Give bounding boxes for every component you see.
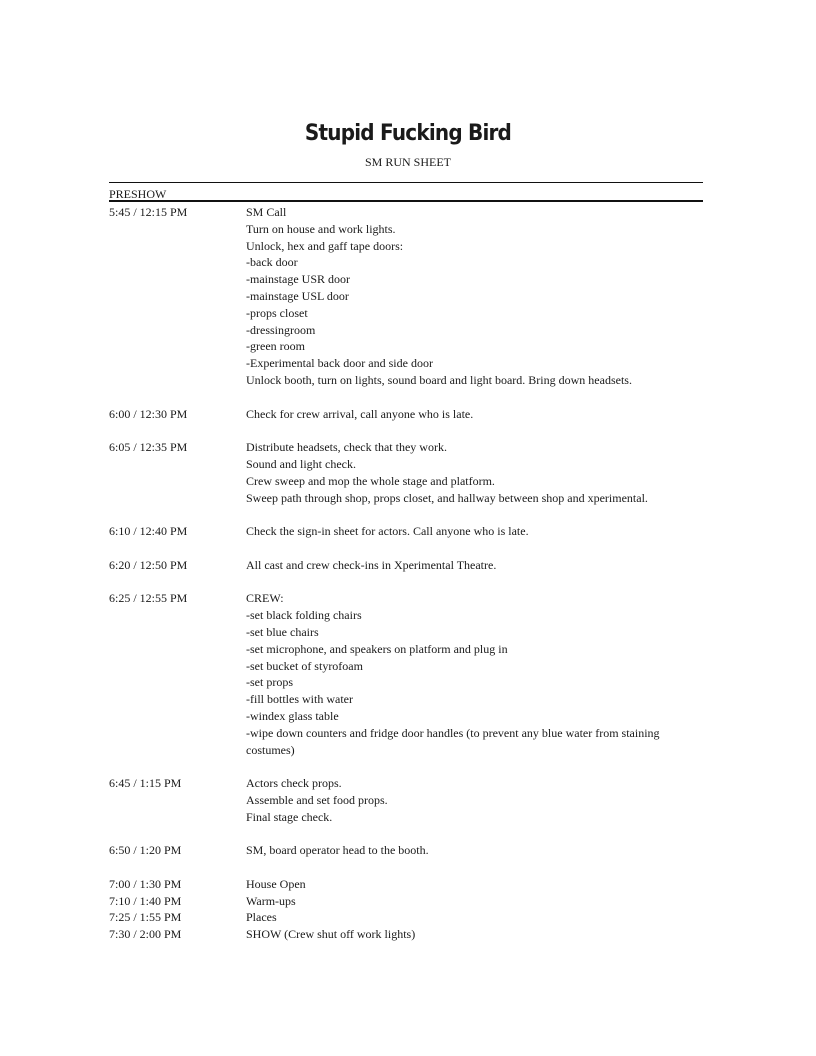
schedule-row [109, 876, 703, 893]
task-line: SHOW (Crew shut off work lights) [246, 927, 416, 942]
task-line: All cast and crew check-ins in Xperimental Theatre. [246, 557, 497, 572]
task-line: Unlock, hex and gaff tape doors: [246, 238, 404, 253]
schedule-tasks [246, 204, 703, 389]
schedule-row [109, 590, 703, 758]
schedule-time: 6:25 / 12:55 PM [109, 591, 188, 606]
task-line: -props closet [246, 305, 308, 320]
schedule-time: 7:25 / 1:55 PM [109, 910, 182, 925]
section-label: PRESHOW [109, 187, 167, 201]
schedule-row [109, 775, 703, 825]
task-line: Places [246, 910, 277, 925]
task-line: CREW: [246, 591, 284, 606]
task-line: -green room [246, 339, 305, 354]
schedule-time: 7:10 / 1:40 PM [109, 893, 182, 908]
schedule-tasks [246, 523, 703, 540]
schedule-time: 7:00 / 1:30 PM [109, 876, 182, 891]
task-line: -set blue chairs [246, 624, 319, 639]
task-line: Check for crew arrival, call anyone who is late. [246, 406, 474, 421]
schedule-tasks [246, 590, 703, 758]
schedule-row [109, 842, 703, 859]
task-line: SM, board operator head to the booth. [246, 843, 429, 858]
schedule-time: 7:30 / 2:00 PM [109, 927, 182, 942]
task-line: Distribute headsets, check that they work. [246, 440, 447, 455]
task-line: House Open [246, 876, 306, 891]
task-line: Check the sign-in sheet for actors. Call anyone who is late. [246, 524, 529, 539]
task-line: -dressingroom [246, 322, 316, 337]
task-line: Sound and light check. [246, 456, 356, 471]
task-line: -set black folding chairs [246, 608, 362, 623]
schedule-tasks [246, 406, 703, 423]
schedule-time: 6:45 / 1:15 PM [109, 776, 182, 791]
task-line: Unlock booth, turn on lights, sound board and light board. Bring down headsets. [246, 372, 632, 387]
schedule-time: 6:20 / 12:50 PM [109, 557, 188, 572]
task-line: Turn on house and work lights. [246, 221, 396, 236]
schedule-row [109, 557, 703, 574]
schedule-time: 6:05 / 12:35 PM [109, 440, 188, 455]
section-rule-top [109, 182, 703, 183]
schedule-time: 6:10 / 12:40 PM [109, 524, 188, 539]
task-line: Crew sweep and mop the whole stage and platform. [246, 473, 495, 488]
schedule-time: 6:00 / 12:30 PM [109, 406, 188, 421]
document-subtitle: SM RUN SHEET [364, 155, 451, 169]
task-line: -mainstage USL door [246, 288, 349, 303]
schedule-tasks [246, 893, 703, 910]
schedule-tasks [246, 439, 703, 506]
schedule-tasks [246, 557, 703, 574]
task-line: -windex glass table [246, 708, 339, 723]
task-line: -set props [246, 675, 293, 690]
schedule-tasks [246, 876, 703, 893]
task-line: -set bucket of styrofoam [246, 658, 363, 673]
task-line: SM Call [246, 205, 287, 219]
schedule-row [109, 926, 703, 943]
task-line: Final stage check. [246, 809, 333, 824]
document-title: Stupid Fucking Bird [304, 118, 512, 146]
task-line: -Experimental back door and side door [246, 356, 433, 371]
schedule-row [109, 439, 703, 506]
task-line: Warm-ups [246, 893, 296, 908]
schedule-row [109, 204, 703, 389]
task-line: -wipe down counters and fridge door handles (to prevent any blue water from staining costumes) [246, 725, 660, 757]
task-line: Actors check props. [246, 776, 342, 791]
task-line: Assemble and set food props. [246, 792, 388, 807]
schedule-row [109, 523, 703, 540]
task-line: -set microphone, and speakers on platform and plug in [246, 641, 508, 656]
schedule-tasks [246, 775, 703, 825]
schedule-row [109, 909, 703, 926]
schedule-row [109, 406, 703, 423]
task-line: Sweep path through shop, props closet, and hallway between shop and xperimental. [246, 490, 648, 505]
schedule-tasks [246, 909, 703, 926]
schedule-time: 5:45 / 12:15 PM [109, 205, 188, 219]
schedule-tasks [246, 926, 703, 943]
section-rule-bottom [109, 200, 703, 202]
schedule-row [109, 893, 703, 910]
schedule-tasks [246, 842, 703, 859]
schedule-time: 6:50 / 1:20 PM [109, 843, 182, 858]
task-line: -mainstage USR door [246, 272, 350, 287]
run-sheet-rows [109, 204, 703, 943]
task-line: -back door [246, 255, 298, 270]
task-line: -fill bottles with water [246, 692, 353, 707]
